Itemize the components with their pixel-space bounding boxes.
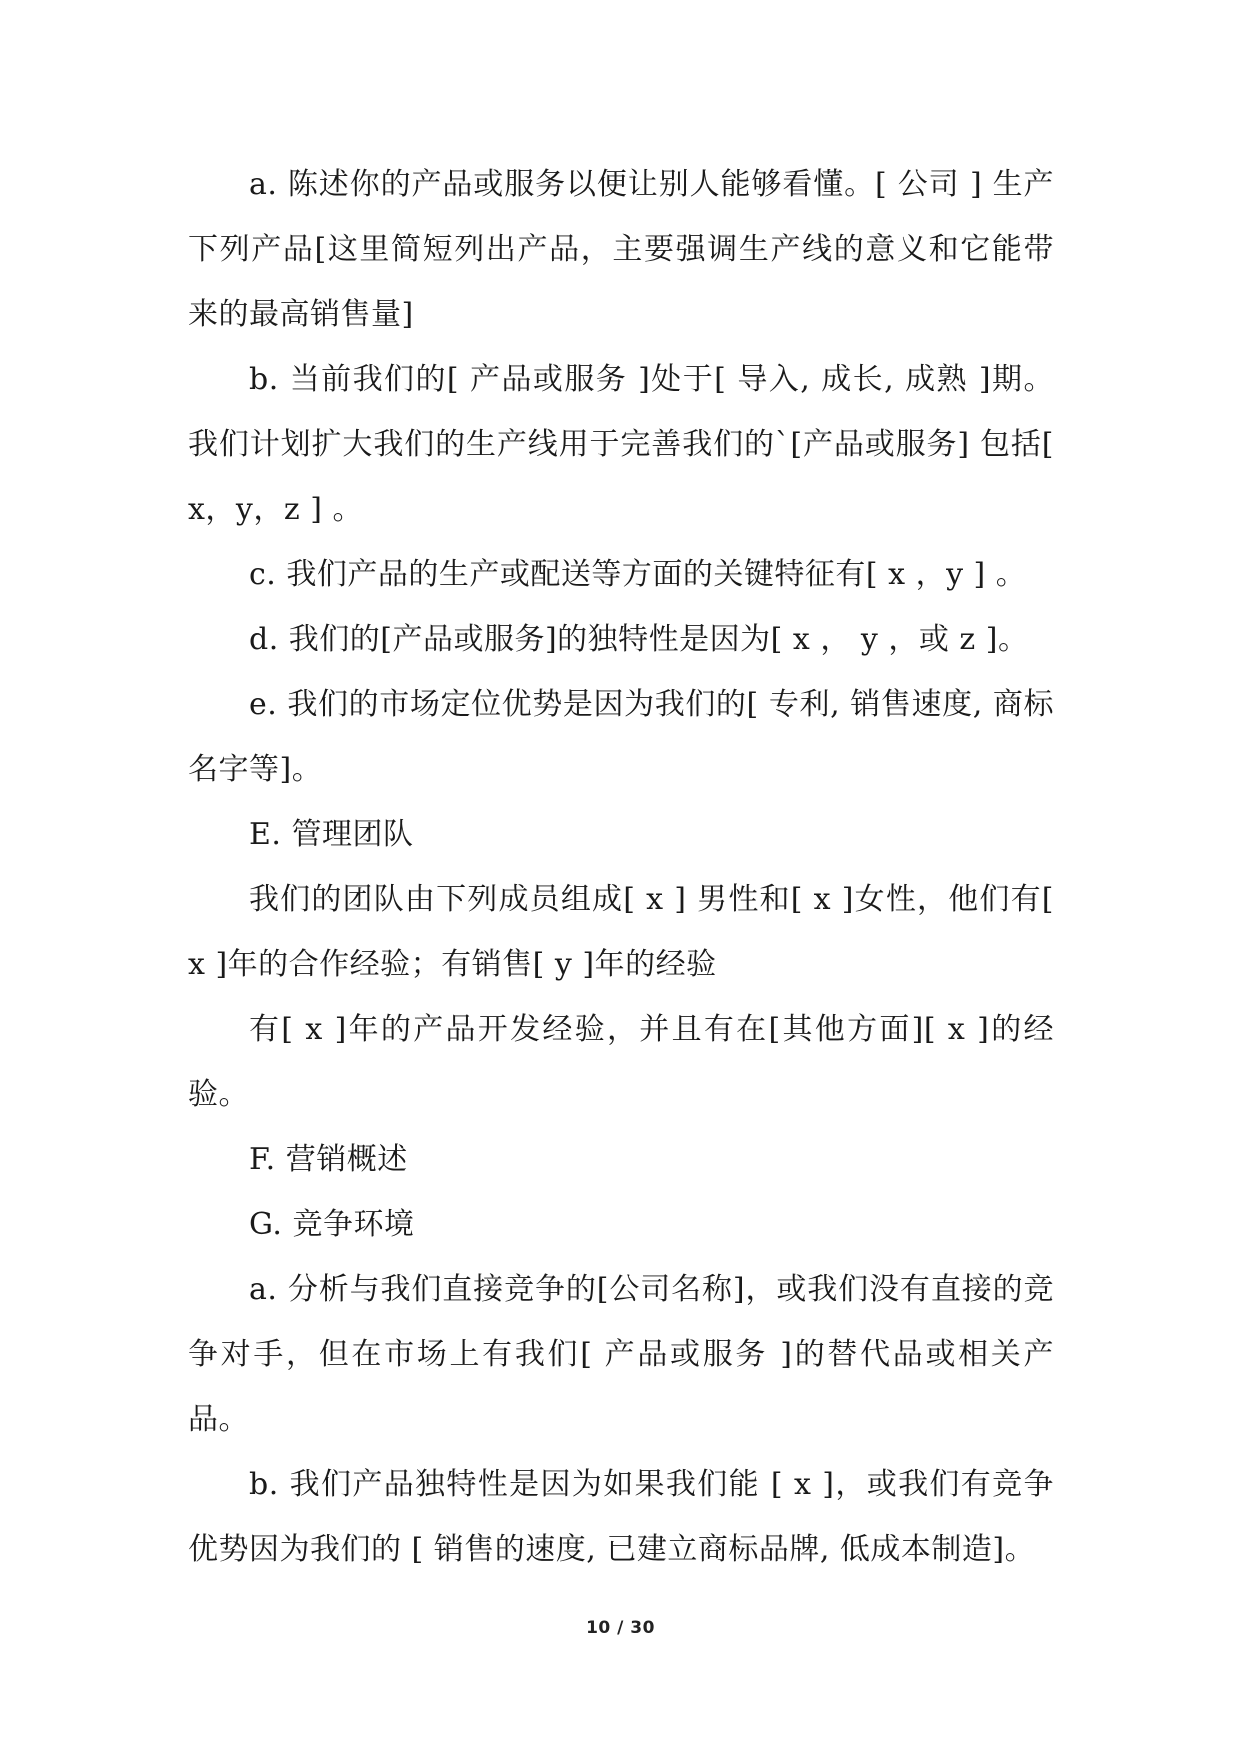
page-number: 10 / 30 xyxy=(586,1618,655,1638)
paragraph-c-key-features: c. 我们产品的生产或配送等方面的关键特征有[ x ，y ] 。 xyxy=(249,557,1027,592)
paragraph-d-uniqueness: d. 我们的[产品或服务]的独特性是因为[ x ， y ，或 z ]。 xyxy=(249,622,1029,657)
paragraph-competitive-advantage: b. 我们产品独特性是因为如果我们能 [ x ]，或我们有竞争优势因为我们的 [ 销售的速度, 已建立商标品牌, 低成本制造]。 xyxy=(188,1467,1054,1567)
paragraph-b-product-stage: b. 当前我们的[ 产品或服务 ]处于[ 导入, 成长, 成熟 ]期。我们计划扩大我们的生产线用于完善我们的`[产品或服务] 包括[ x，y，z ] 。 xyxy=(188,362,1054,527)
paragraph-team-experience: 有[ x ]年的产品开发经验，并且有在[其他方面][ x ]的经验。 xyxy=(188,1012,1054,1112)
section-heading-management-team: E. 管理团队 xyxy=(249,817,414,852)
paragraph-team-composition: 我们的团队由下列成员组成[ x ] 男性和[ x ]女性，他们有[ x ]年的合作经验；有销售[ y ]年的经验 xyxy=(188,882,1054,982)
document-body xyxy=(188,152,1054,1582)
paragraph-competitor-analysis: a. 分析与我们直接竞争的[公司名称]，或我们没有直接的竞争对手，但在市场上有我们[ 产品或服务 ]的替代品或相关产品。 xyxy=(188,1272,1054,1437)
paragraph-e-market-position: e. 我们的市场定位优势是因为我们的[ 专利, 销售速度, 商标名字等]。 xyxy=(188,687,1054,787)
section-heading-competitive-environment: G. 竞争环境 xyxy=(249,1207,415,1242)
section-heading-marketing-overview: F. 营销概述 xyxy=(249,1142,408,1177)
paragraph-a-product-description: a. 陈述你的产品或服务以便让别人能够看懂。[ 公司 ] 生产下列产品[这里简短列出产品，主要强调生产线的意义和它能带来的最高销售量] xyxy=(188,167,1054,332)
